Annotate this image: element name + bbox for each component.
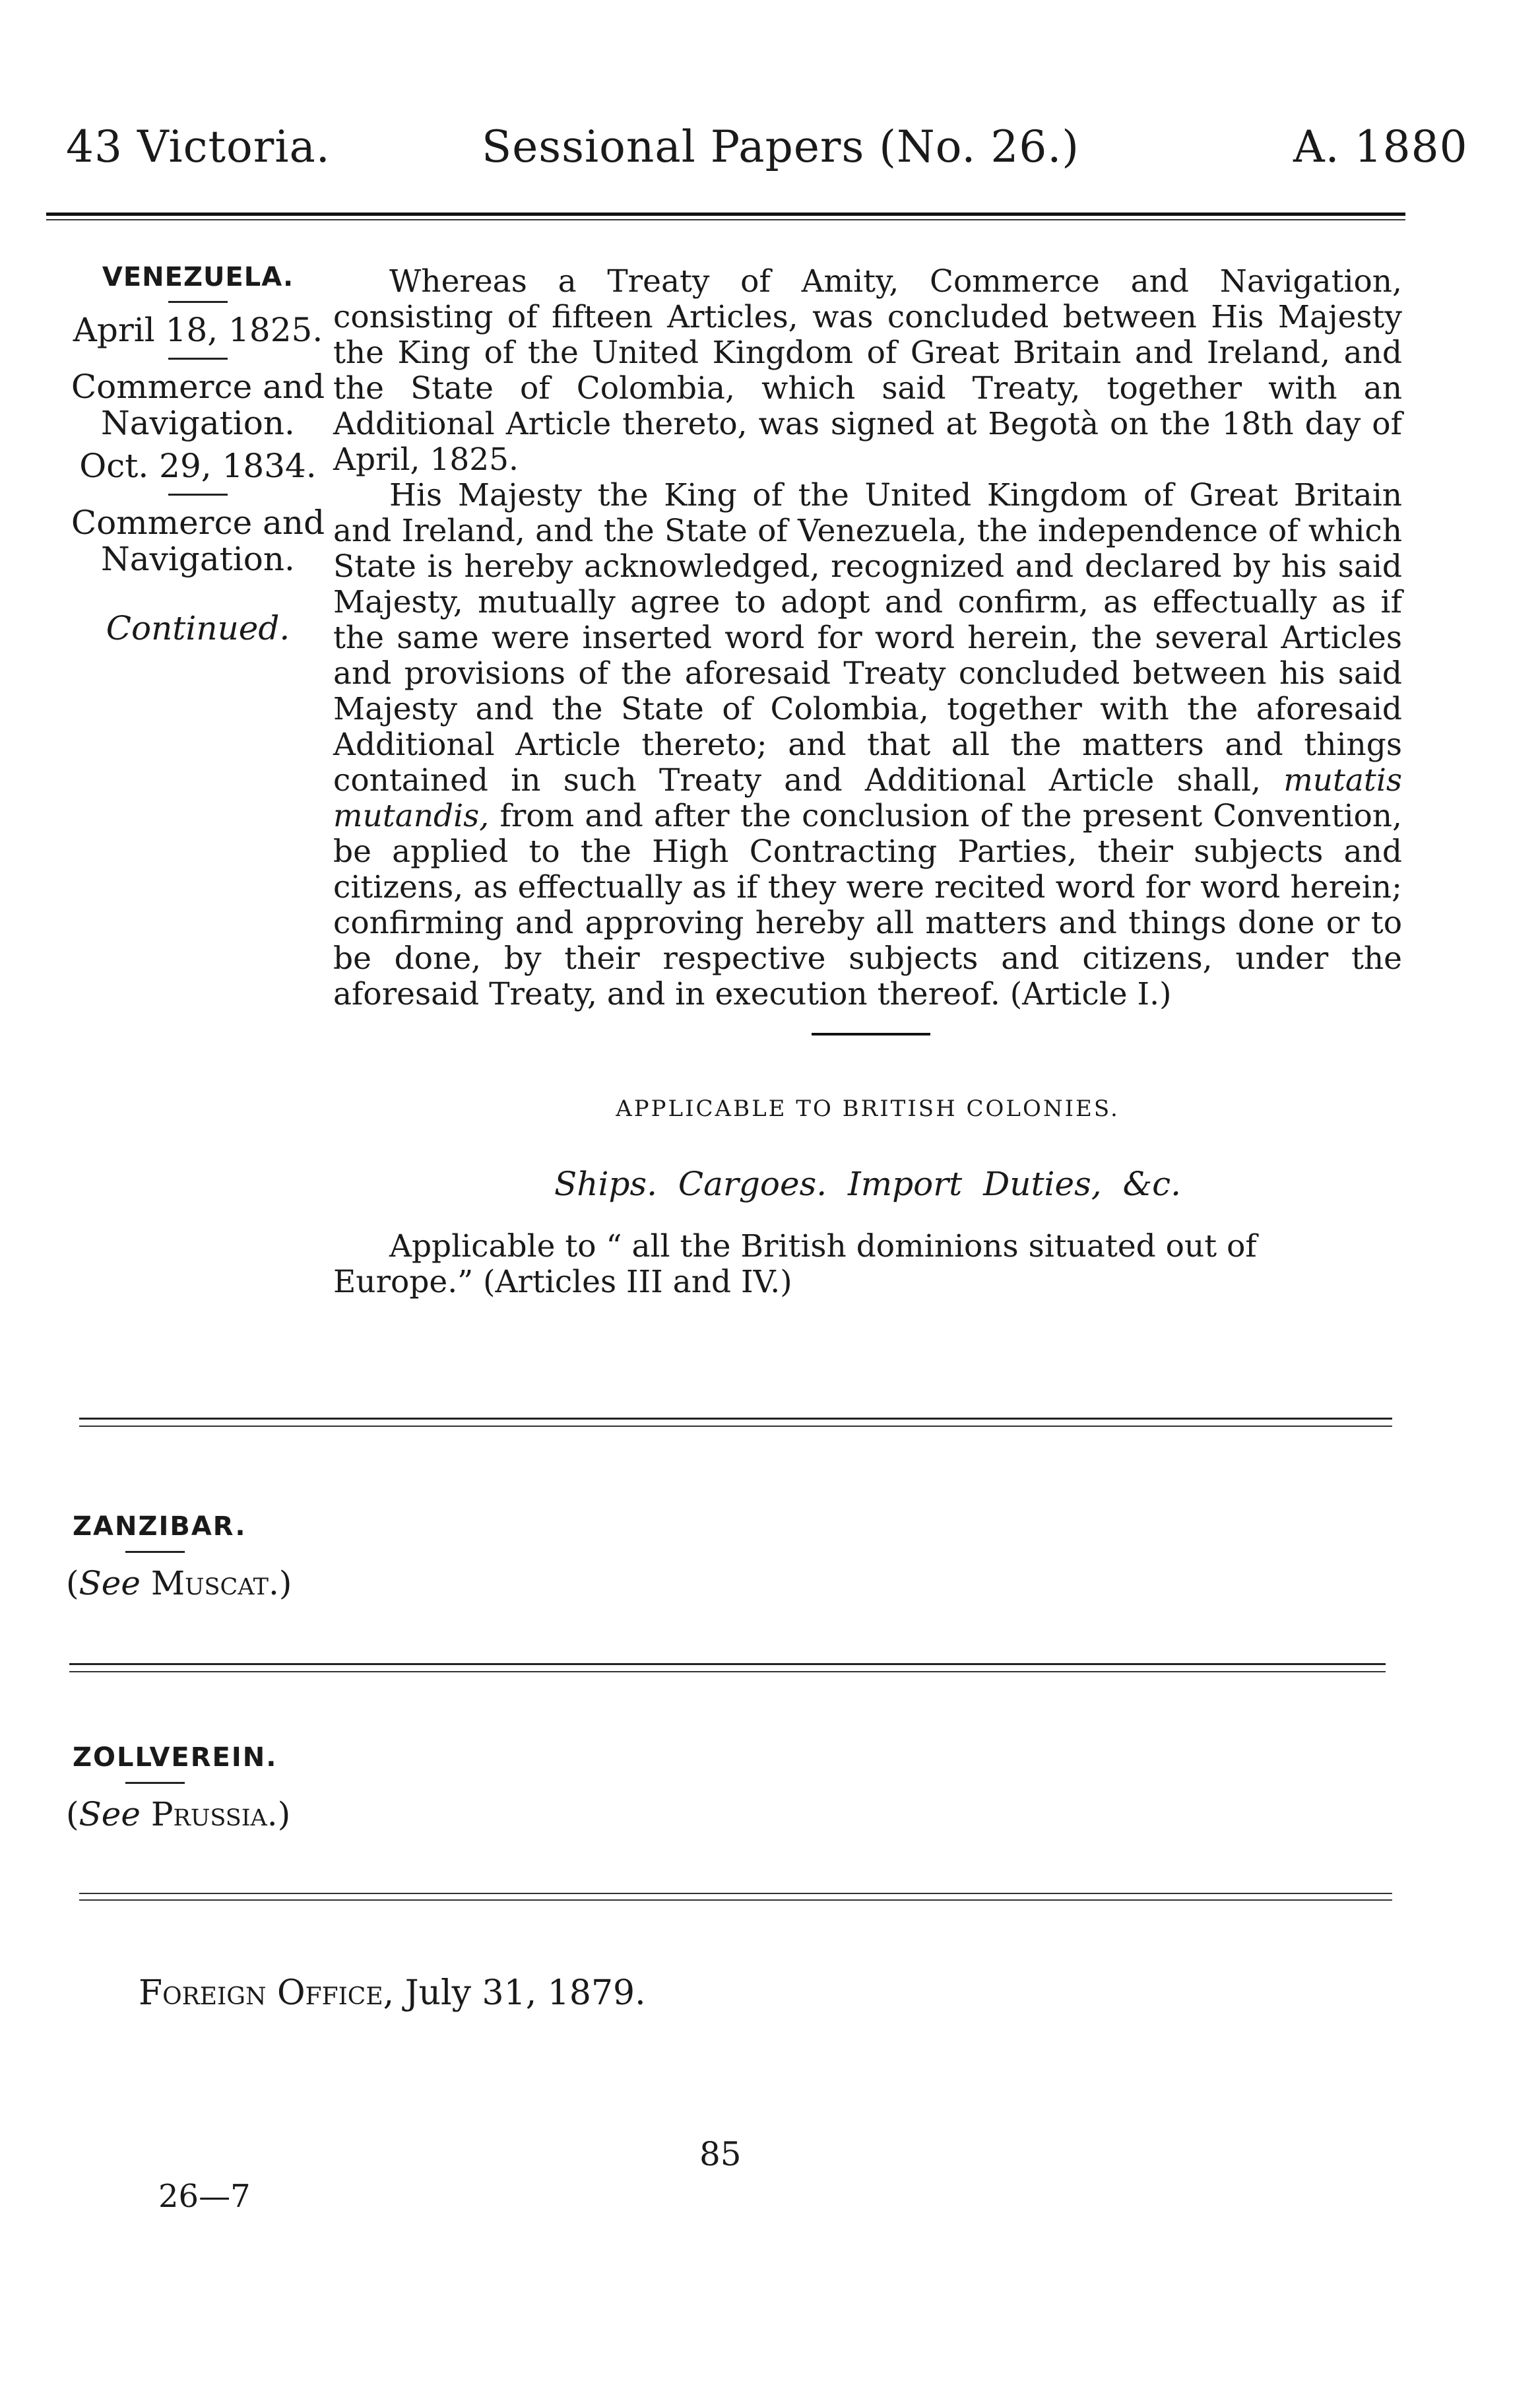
treaty-latin-phrase: mutatis mutandis, [333,762,1402,834]
sidebar-divider [168,494,228,496]
sidebar-continued: Continued. [106,609,290,647]
section-rule [69,1663,1386,1665]
sidebar-country: VENEZUELA. [102,262,294,292]
treaty-paragraph-2 [333,478,1402,1012]
office-date: July 31, 1879. [404,1973,646,2013]
header-rule [46,213,1405,216]
entry-title: ZOLLVEREIN. [73,1742,278,1773]
treaty-paragraph-2-part-2: from and after the conclusion of the present Convention, be applied to the High Contracting Parties, their subjects and citizens, as effectually as if they were recited word for word herein; confirming and approving hereby all matters and things done or to be done, by their respective subjects and citizens, under the aforesaid Treaty, and in execution thereof. (Article I.) [333,798,1402,1012]
sidebar-topic-2-line-1: Commerce and [71,504,325,542]
header-session: 43 Victoria. [66,121,331,172]
footer-office [139,1973,646,2013]
treaty-text [333,264,1402,1012]
sidebar-topic-1-line-1: Commerce and [71,368,325,406]
section-rule [79,1893,1392,1894]
header-rule-secondary [46,219,1405,220]
entry-cross-reference: (See Muscat.) [66,1564,292,1602]
page-number: 85 [699,2135,742,2173]
see-target: Muscat [150,1564,269,1602]
colonies-heading: APPLICABLE TO BRITISH COLONIES. [616,1096,1120,1122]
sidebar-date-1: April 18, 1825. [73,311,323,349]
sidebar-divider [168,301,228,303]
entry-divider [125,1782,185,1784]
section-rule [79,1418,1392,1420]
header-title: Sessional Papers (No. 26.) [482,121,1080,172]
colonies-text: Applicable to “ all the British dominions situated out of Europe.” (Articles III and IV.) [333,1228,1257,1300]
header-year: A. 1880 [1293,121,1468,172]
entry-cross-reference: (See Prussia.) [66,1795,291,1833]
office-name: Foreign Office, [139,1973,395,2013]
entry-divider [125,1551,185,1553]
see-target: Prussia [150,1795,267,1833]
section-divider [812,1033,930,1035]
sidebar-topic-1-line-2: Navigation. [101,404,295,442]
see-label: See [79,1795,141,1833]
see-label: See [79,1564,141,1602]
section-rule [69,1671,1386,1672]
colonies-subjects: Ships. Cargoes. Import Duties, &c. [554,1165,1181,1203]
sidebar-topic-2-line-2: Navigation. [101,540,295,578]
section-rule [79,1426,1392,1427]
sidebar-date-2: Oct. 29, 1834. [79,447,317,485]
treaty-paragraph-2-part-1: His Majesty the King of the United Kingdom of Great Britain and Ireland, and the State of Venezuela, the independence of which State is hereby acknowledged, recognized and declared by his said Majesty, mutually agree to adopt and confirm, as effectually as if the same were inserted word for word herein, the several Articles and provisions of the aforesaid Treaty concluded between his said Majesty and the State of Colombia, together with the aforesaid Additional Article thereto; and that all the matters and things contained in such Treaty and Additional Article shall, [333,477,1402,799]
signature-mark: 26—7 [158,2178,251,2215]
section-rule [79,1899,1392,1901]
sidebar [66,263,330,647]
entry-title: ZANZIBAR. [73,1511,247,1542]
treaty-paragraph-1: Whereas a Treaty of Amity, Commerce and Navigation, consisting of fifteen Articles, was concluded between His Majesty the King of the United Kingdom of Great Britain and Ireland, and the State of Colombia, which said Treaty, together with an Additional Article thereto, was signed at Begotà on the 18th day of April, 1825. [333,263,1402,478]
sidebar-divider [168,358,228,360]
